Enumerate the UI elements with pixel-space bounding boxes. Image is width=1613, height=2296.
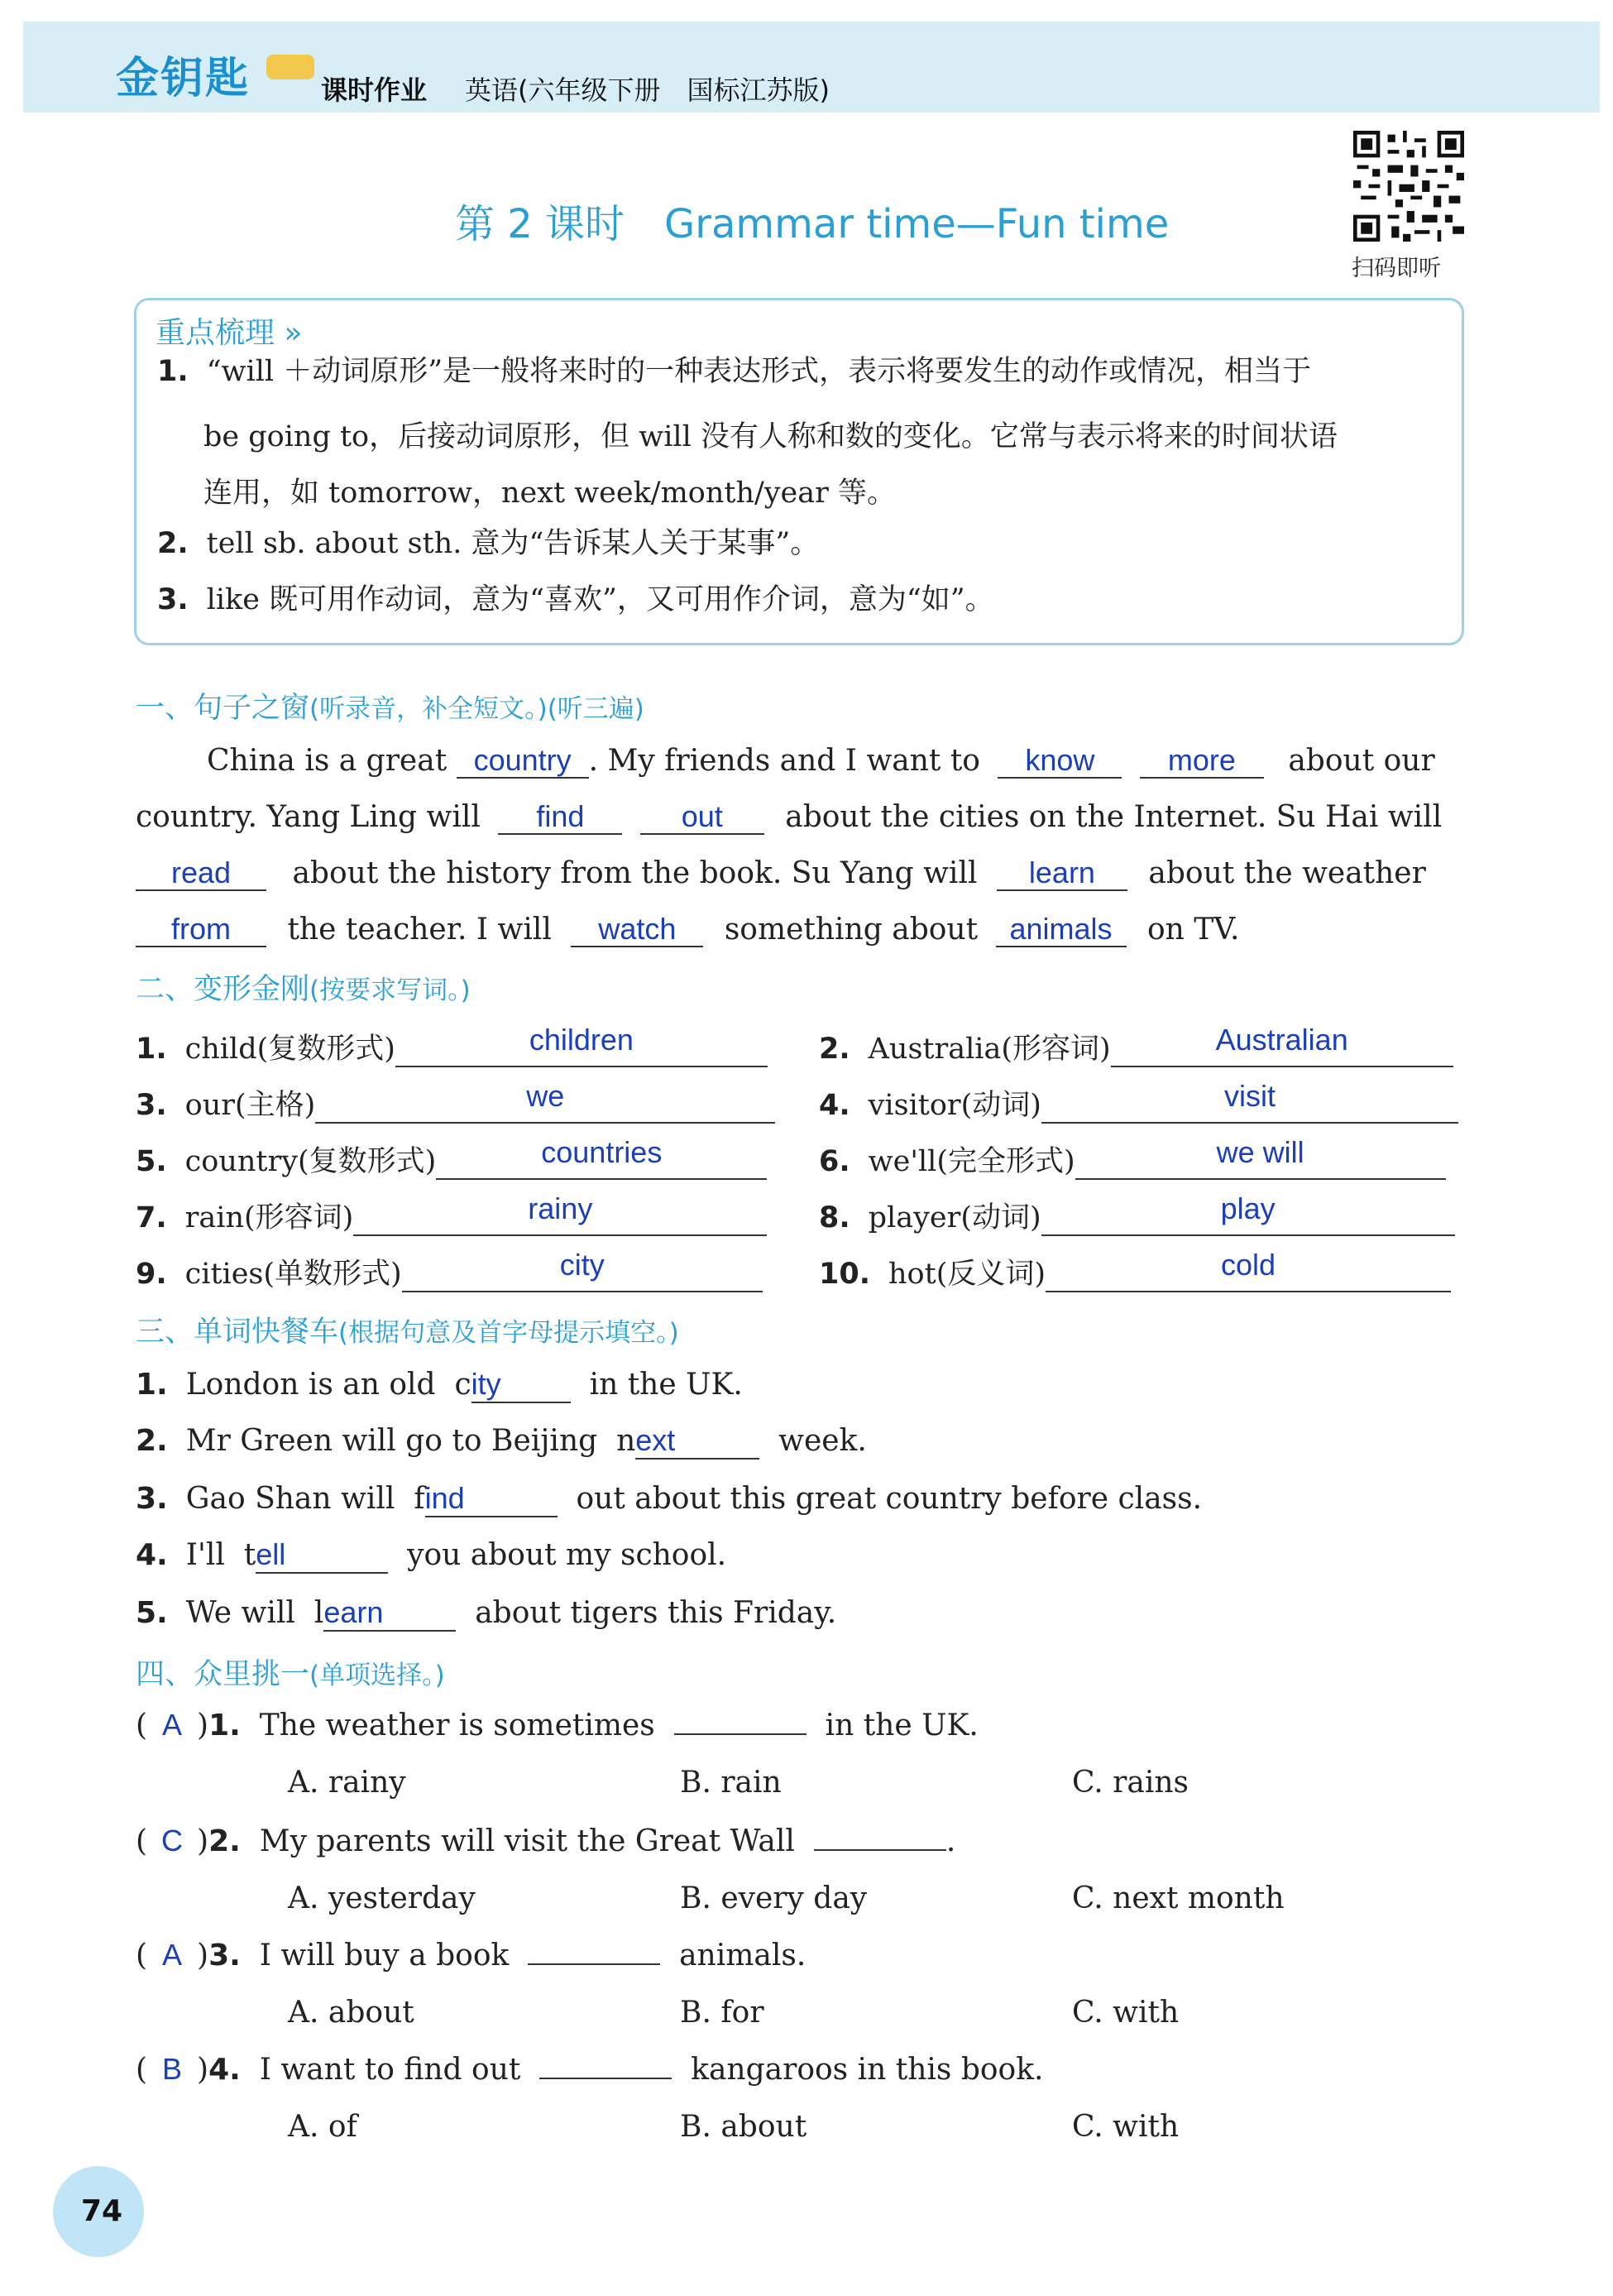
word-form-answer[interactable]: Australian	[1215, 1023, 1348, 1057]
key-point-1-line-2: be going to，后接动词原形，但 will 没有人称和数的变化。它常与表示将来的时间状语	[203, 420, 1338, 453]
choice-option-b[interactable]: B. for	[680, 1996, 764, 2030]
word-form-item: 8. player(动词) play	[819, 1195, 1455, 1236]
choice-question: ( A )3. I will buy a book animals.	[136, 1938, 806, 1972]
spelling-item: 3. Gao Shan will find out about this great country before class.	[136, 1481, 1203, 1516]
passage-blank-4[interactable]: find	[498, 799, 622, 835]
spelling-item: 5. We will learn about tigers this Friday.	[136, 1595, 837, 1630]
choice-question: ( A )1. The weather is sometimes in the UK.	[136, 1708, 979, 1742]
word-form-item: 2. Australia(形容词) Australian	[819, 1026, 1453, 1067]
word-form-item: 6. we'll(完全形式) we will	[819, 1138, 1446, 1180]
word-form-item: 1. child(复数形式) children	[136, 1026, 768, 1067]
spelling-answer[interactable]: ind	[425, 1481, 558, 1517]
qr-label: 扫码即听	[1352, 256, 1441, 281]
choice-option-c[interactable]: C. next month	[1072, 1881, 1285, 1915]
subject-label: 英语(六年级下册 国标江苏版)	[465, 74, 830, 106]
spelling-answer[interactable]: ity	[471, 1367, 571, 1403]
choice-option-b[interactable]: B. every day	[680, 1881, 868, 1915]
choice-option-a[interactable]: A. yesterday	[288, 1881, 476, 1915]
spelling-answer[interactable]: ell	[256, 1537, 388, 1574]
word-form-answer[interactable]: rainy	[528, 1191, 593, 1225]
lesson-title: 第 2 课时 Grammar time—Fun time	[455, 201, 1170, 247]
choice-question: ( B )4. I want to find out kangaroos in this book.	[136, 2052, 1044, 2087]
key-point-1: 1. “will ＋动词原形”是一般将来时的一种表达形式，表示将要发生的动作或情况，相当于	[157, 355, 1312, 388]
word-form-answer[interactable]: cold	[1220, 1248, 1276, 1282]
key-points-title: 重点梳理 »	[156, 316, 303, 350]
choice-option-c[interactable]: C. with	[1072, 2110, 1180, 2144]
passage-line-3: read about the history from the book. Su Yang will learn about the weather	[136, 856, 1426, 891]
qr-code-icon[interactable]	[1353, 131, 1464, 242]
choice-option-c[interactable]: C. rains	[1072, 1766, 1189, 1800]
word-form-answer[interactable]: visit	[1223, 1079, 1276, 1113]
word-form-item: 9. cities(单数形式) city	[136, 1251, 763, 1292]
word-form-item: 10. hot(反义词) cold	[819, 1251, 1451, 1292]
choice-answer[interactable]: B	[162, 2052, 183, 2086]
passage-blank-8[interactable]: from	[136, 912, 266, 947]
key-point-3: 3. like 既可用作动词，意为“喜欢”，又可用作介词，意为“如”。	[157, 583, 994, 616]
passage-blank-2[interactable]: know	[998, 743, 1122, 779]
series-name: 课时作业	[321, 74, 428, 106]
choice-answer[interactable]: A	[162, 1708, 183, 1742]
spelling-answer[interactable]: earn	[323, 1595, 456, 1632]
word-form-answer[interactable]: countries	[541, 1135, 663, 1169]
word-form-item: 7. rain(形容词) rainy	[136, 1195, 767, 1236]
passage-blank-7[interactable]: learn	[997, 856, 1127, 891]
page-number: 74	[81, 2194, 123, 2228]
passage-line-4: from the teacher. I will watch something about animals on TV.	[136, 912, 1239, 947]
passage-blank-6[interactable]: read	[136, 856, 266, 891]
passage-line-1: China is a great country . My friends and I want to know more about our	[207, 743, 1435, 778]
passage-blank-5[interactable]: out	[640, 799, 764, 835]
word-form-answer[interactable]: city	[559, 1248, 605, 1282]
choice-answer[interactable]: A	[162, 1938, 183, 1972]
word-form-answer[interactable]: play	[1220, 1191, 1276, 1225]
section-4-title: 四、众里挑一(单项选择。)	[136, 1658, 445, 1691]
choice-option-a[interactable]: A. about	[288, 1996, 414, 2030]
passage-blank-1[interactable]: country	[457, 743, 589, 779]
choice-option-a[interactable]: A. of	[288, 2110, 357, 2144]
word-form-answer[interactable]: we	[526, 1079, 565, 1113]
brand-logo: 金钥匙	[116, 54, 251, 103]
word-form-item: 5. country(复数形式) countries	[136, 1138, 767, 1180]
logo-badge-icon	[266, 55, 314, 79]
word-form-item: 4. visitor(动词) visit	[819, 1082, 1458, 1124]
spelling-item: 2. Mr Green will go to Beijing next week.	[136, 1423, 867, 1458]
choice-option-b[interactable]: B. about	[680, 2110, 807, 2144]
key-point-1-line-3: 连用，如 tomorrow，next week/month/year 等。	[203, 477, 896, 510]
spelling-item: 1. London is an old city in the UK.	[136, 1367, 743, 1402]
word-form-item: 3. our(主格) we	[136, 1082, 775, 1124]
key-point-2: 2. tell sb. about sth. 意为“告诉某人关于某事”。	[157, 527, 820, 560]
choice-option-b[interactable]: B. rain	[680, 1766, 782, 1800]
choice-answer[interactable]: C	[161, 1824, 184, 1857]
word-form-answer[interactable]: children	[529, 1023, 634, 1057]
passage-blank-9[interactable]: watch	[571, 912, 703, 947]
spelling-answer[interactable]: ext	[635, 1423, 759, 1460]
spelling-item: 4. I'll tell you about my school.	[136, 1537, 727, 1572]
choice-option-a[interactable]: A. rainy	[288, 1766, 406, 1800]
section-2-title: 二、变形金刚(按要求写词。)	[136, 973, 471, 1006]
choice-option-c[interactable]: C. with	[1072, 1996, 1180, 2030]
section-3-title: 三、单词快餐车(根据句意及首字母提示填空。)	[136, 1316, 679, 1349]
section-1-title: 一、句子之窗(听录音，补全短文。)(听三遍)	[136, 692, 644, 725]
passage-blank-3[interactable]: more	[1140, 743, 1264, 779]
passage-line-2: country. Yang Ling will find out about the cities on the Internet. Su Hai will	[136, 799, 1443, 834]
choice-question: ( C )2. My parents will visit the Great Wall .	[136, 1824, 956, 1858]
passage-blank-10[interactable]: animals	[996, 912, 1127, 947]
word-form-answer[interactable]: we will	[1216, 1135, 1304, 1169]
